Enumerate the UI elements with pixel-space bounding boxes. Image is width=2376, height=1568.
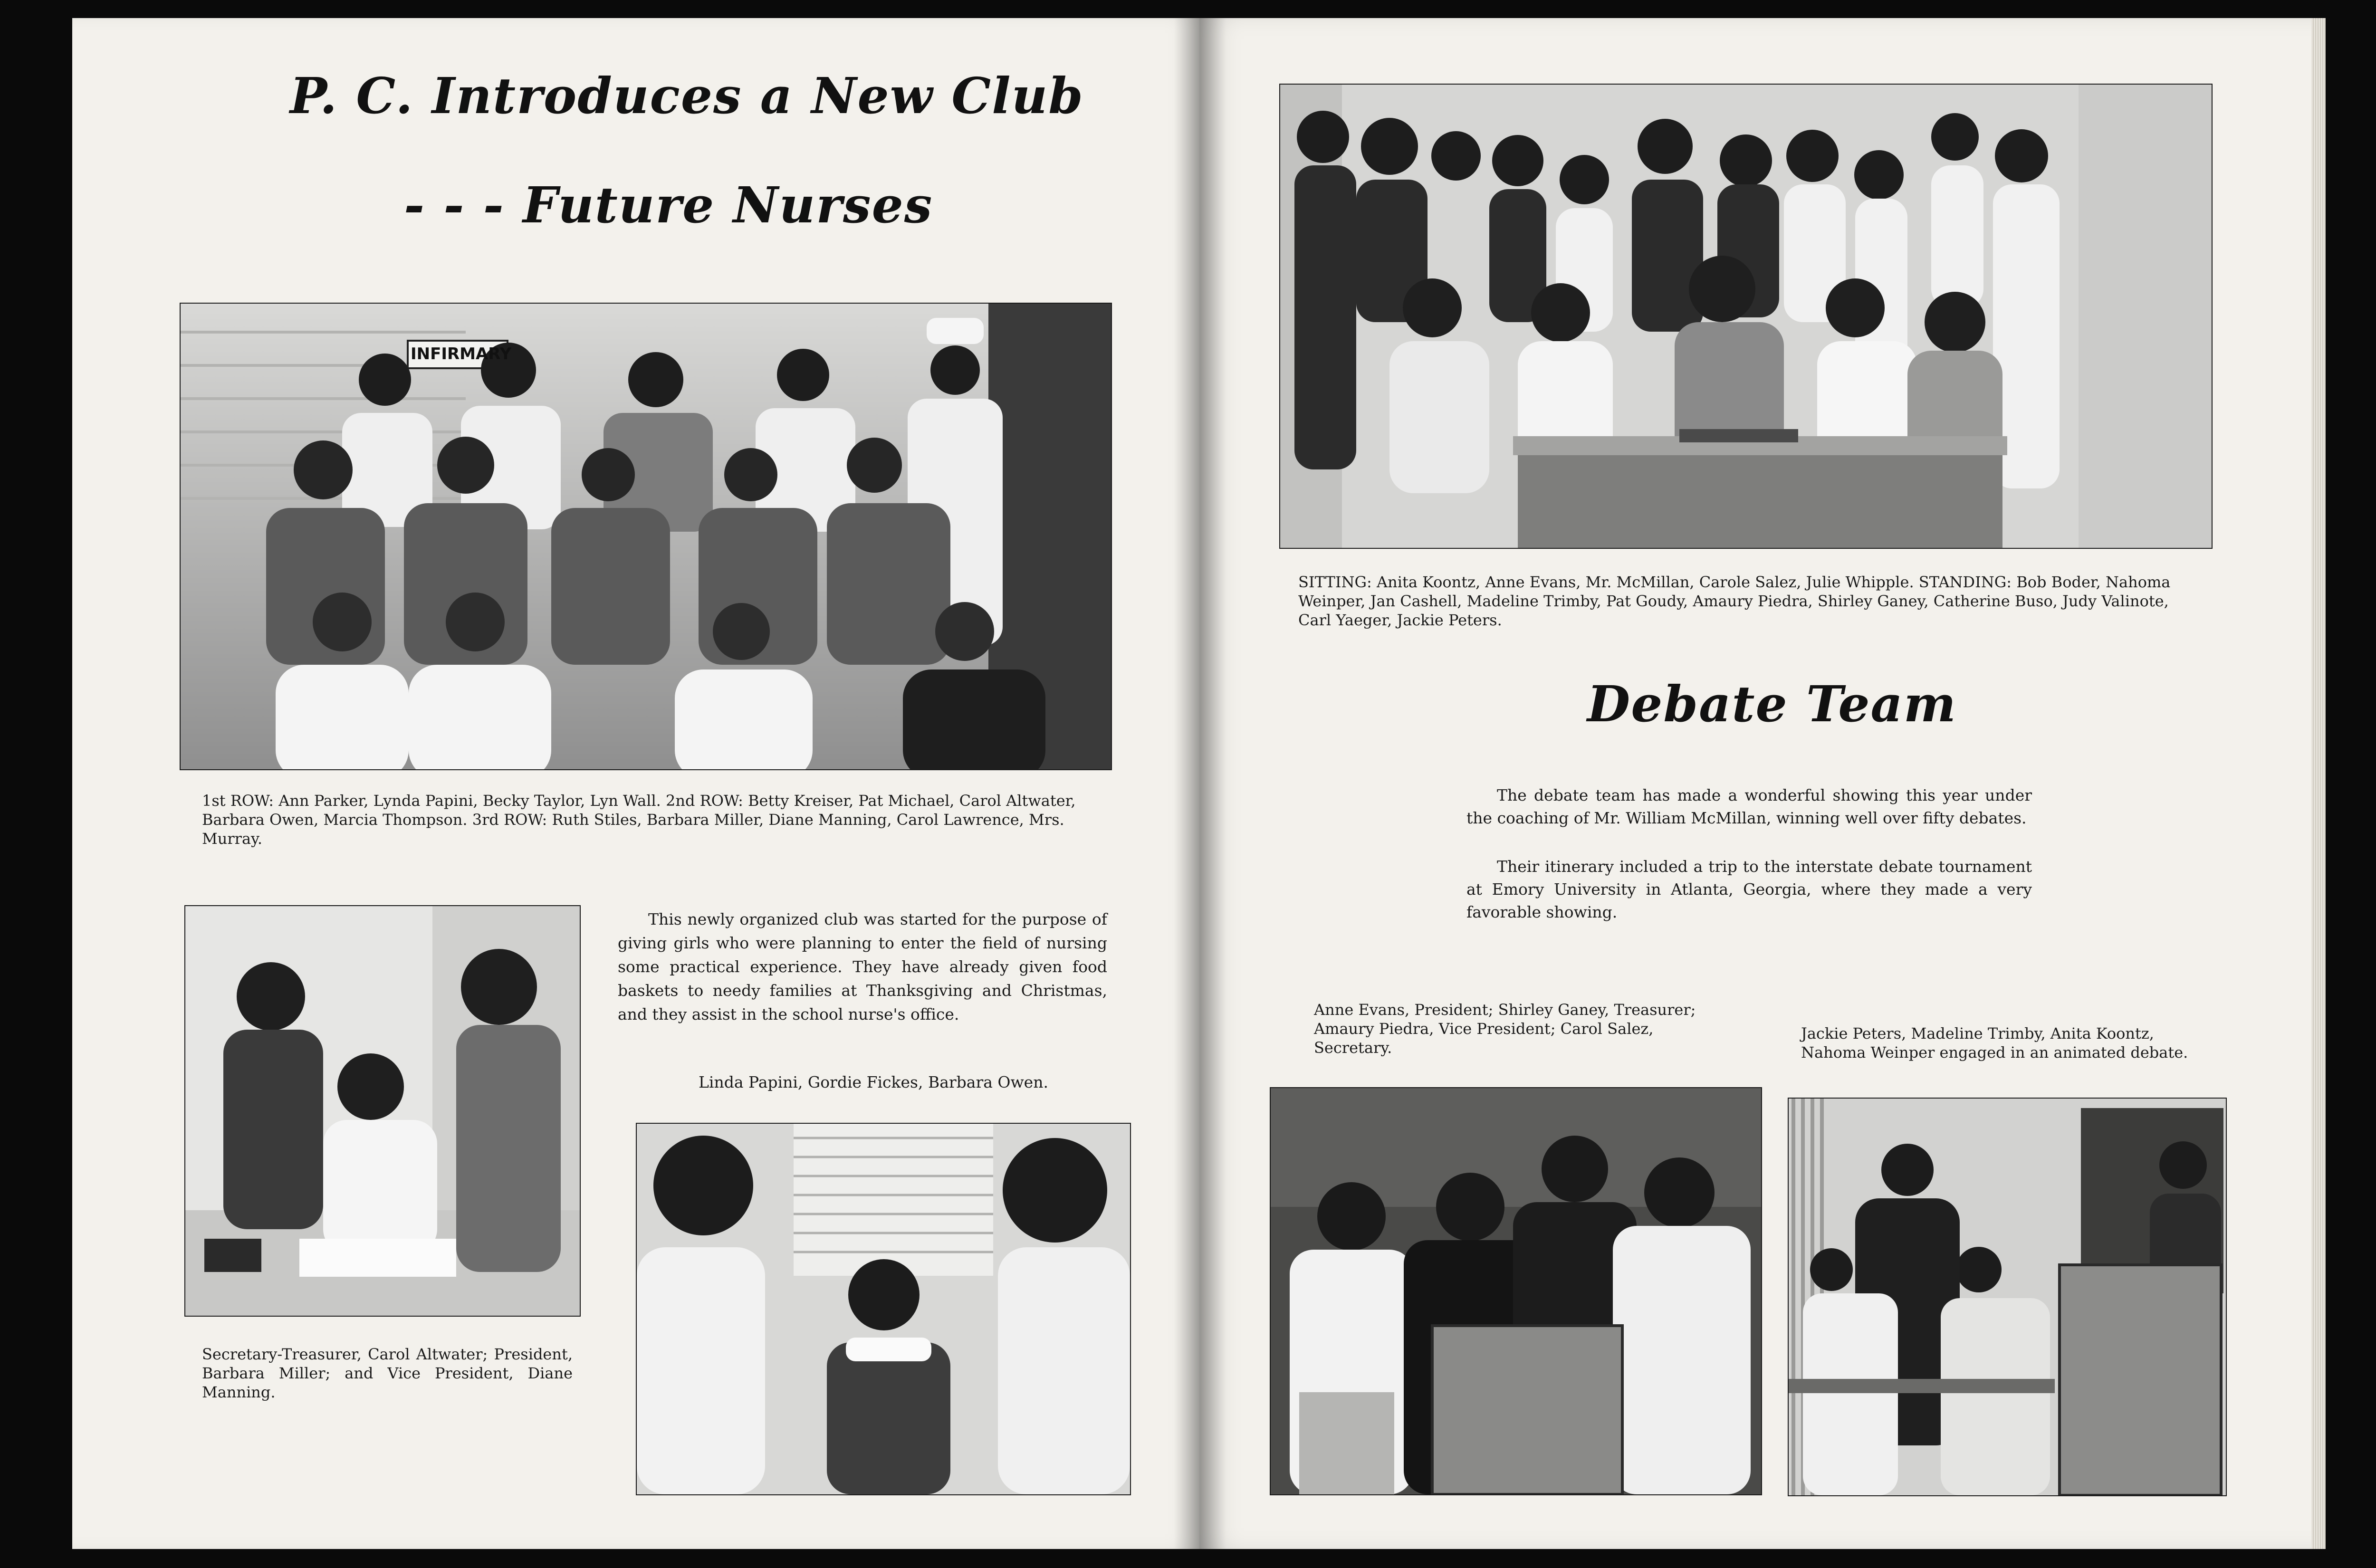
debate-paragraph-1: The debate team has made a wonderful showing this year under the coaching of Mr. William McMillan, winning well over fifty debates. bbox=[1466, 786, 2032, 827]
nurses-officers-photo bbox=[184, 905, 581, 1317]
debate-paragraph-2: Their itinerary included a trip to the interstate debate tournament at Emory University in Atlanta, Georgia, where they made a very favorable showing. bbox=[1466, 857, 2032, 921]
debate-team-group-caption: SITTING: Anita Koontz, Anne Evans, Mr. McMillan, Carole Salez, Julie Whipple. STANDING: Bob Boder, Nahoma Weinper, Jan Cashell, Madeline Trimby, Pat Goudy, Amaury Piedra, Shirley Ganey, Catherine Buso, Judy Valinote, Carl Yaeger, Jackie Peters. bbox=[1298, 573, 2171, 629]
nursing-practice-photo bbox=[636, 1123, 1131, 1495]
page-edges bbox=[2311, 18, 2326, 1549]
nurses-title-line1: P. C. Introduces a New Club bbox=[290, 67, 1084, 125]
book-spine bbox=[1174, 18, 1226, 1549]
debate-action-caption: Jackie Peters, Madeline Trimby, Anita Koontz, Nahoma Weinper engaged in an animated debate. bbox=[1801, 1024, 2188, 1061]
nurses-club-description: This newly organized club was started for the purpose of giving girls who were planning to enter the field of nursing some practical experience. They have already given food baskets to needy families at Thanksgiving and Christmas, and they assist in the school nurse's office. bbox=[618, 910, 1107, 1023]
debate-team-title: Debate Team bbox=[1587, 675, 1957, 733]
debate-action-photo bbox=[1788, 1098, 2227, 1496]
nursing-photo-caption: Linda Papini, Gordie Fickes, Barbara Owen. bbox=[699, 1073, 1048, 1091]
nurses-officers-caption: Secretary-Treasurer, Carol Altwater; President, Barbara Miller; and Vice President, Diane Manning. bbox=[202, 1345, 573, 1401]
debate-team-group-photo bbox=[1279, 84, 2213, 549]
debate-officers-photo bbox=[1270, 1087, 1762, 1495]
future-nurses-group-photo bbox=[180, 303, 1112, 770]
nurses-title-line2: - - - Future Nurses bbox=[404, 176, 933, 234]
infirmary-sign: INFIRMARY bbox=[411, 344, 512, 363]
debate-officers-caption: Anne Evans, President; Shirley Ganey, Treasurer; Amaury Piedra, Vice President; Carol Salez, Secretary. bbox=[1314, 1001, 1696, 1057]
future-nurses-group-caption: 1st ROW: Ann Parker, Lynda Papini, Becky Taylor, Lyn Wall. 2nd ROW: Betty Kreiser, Pat Michael, Carol Altwater, Barbara Owen, Marcia Thompson. 3rd ROW: Ruth Stiles, Barbara Miller, Diane Manning, Carol Lawrence, Mrs. Murray. bbox=[202, 792, 1076, 848]
